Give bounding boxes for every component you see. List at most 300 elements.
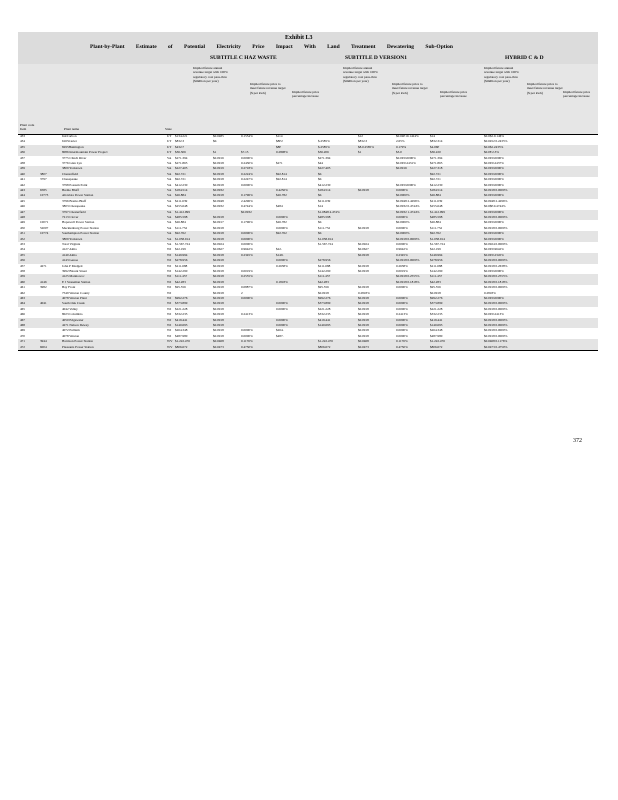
col-state-label: State [165, 127, 172, 131]
row-value-1: $111.752 [175, 225, 188, 230]
row-value-4: $22. [276, 247, 282, 252]
row-state: VA [167, 225, 172, 230]
row-value-8: $111.457 [430, 274, 443, 279]
row-value-3: 0.2224% [241, 171, 253, 176]
row-value-9: $0.0918 0.1818% [484, 279, 508, 284]
row-value-4: $26.782 [276, 220, 287, 225]
row-value-5: $0. [318, 193, 323, 198]
row-value-4: 0.2808% [276, 150, 288, 155]
row-value-2: $0.0948 [213, 198, 224, 203]
row-plant-name: Mecklenburg Power Station [62, 225, 99, 230]
row-value-3: 0.0000% [241, 236, 253, 241]
row-plant-code: 4146 [40, 279, 47, 284]
row-value-7: 0.0000% [396, 296, 408, 300]
row-value-1: $111.457 [175, 274, 188, 279]
row-value-6: $0.0918 [358, 296, 369, 300]
row-value-9: $0.0473 0.4750% [484, 344, 508, 349]
row-item: 441 [20, 177, 25, 182]
row-value-4: $26.782 [276, 193, 287, 198]
row-plant-name: 4127 Alma [62, 247, 77, 252]
row-item: 460 [20, 279, 25, 284]
row-item: 438 [20, 161, 25, 165]
row-value-6: $12 [358, 134, 363, 138]
row-value-9: $0.0918 0.0000% [484, 306, 508, 311]
row-plant-name: Hopewell Power Station [62, 220, 95, 225]
row-value-7: $0.0918 0.0000% [396, 236, 420, 241]
row-value-1: $95.556 [175, 285, 186, 290]
row-value-4: $8P2 [276, 139, 283, 144]
row-value-1: $211.639 [175, 198, 188, 203]
group-subtitle-d: SUBTITLE D VERSION1 [345, 55, 407, 61]
row-plant-name: 4125 Manitowoc [62, 274, 85, 279]
row-value-3: 2.4296% [241, 198, 253, 203]
row-value-6: $0.0918 [358, 323, 369, 327]
row-item: 447 [20, 209, 25, 214]
row-item: 443 [20, 188, 25, 192]
row-value-5: $278.956 [318, 258, 331, 263]
row-plant-name: Chesapeake [62, 177, 78, 182]
row-value-1: $487.980 [175, 333, 188, 338]
row-value-7: 0.1176% [396, 339, 408, 344]
col-plant-name-label: Plant name [64, 127, 80, 131]
row-value-7: $0.0916 [396, 166, 407, 171]
row-value-7: $0.0918 0.0000% [396, 258, 420, 263]
row-value-1: $432.7 [175, 144, 185, 149]
row-value-1: $271.394 [175, 155, 188, 160]
row-value-8: $140.693 [430, 323, 443, 327]
row-value-1: $22.199 [175, 247, 186, 252]
row-value-9: $0.0P.0.9642% [484, 247, 504, 252]
page-title: Plant-by-Plant Estimate of Potential Electricity Price Impact With Land Treatment Dewatering Sub-Option [90, 44, 453, 50]
row-plant-name: 3796 Bremo Bluff [62, 198, 87, 203]
row-value-7: $0.0P.0.0000% [396, 182, 416, 187]
row-value-8: $111.752 [430, 225, 443, 230]
row-value-9: $0.0P.0.0000% [484, 269, 504, 273]
row-value-1: $42.283 [175, 279, 186, 284]
header-col-6: Implied future price percentage increase [440, 90, 468, 99]
row-value-1: $211.688 [175, 263, 188, 268]
row-value-6: $8.0.2585% [358, 144, 374, 149]
row-item: 461 [20, 285, 25, 290]
row-value-1: $134.221 [175, 134, 188, 138]
row-value-5: $419.441 [318, 317, 331, 322]
header-col-9: Implied future price percentage increase [563, 90, 591, 99]
row-value-4: $271 [276, 161, 283, 165]
row-value-3: 0.0000% [241, 333, 253, 338]
row-plant-code: 6004 [40, 344, 47, 349]
row-value-5: $806.672 [318, 344, 331, 349]
row-value-6: $0.0918 [358, 333, 369, 338]
row-plant-code: 10774 [40, 231, 49, 236]
row-value-7: 0.0000% [396, 301, 408, 306]
row-value-1: $412.230 [175, 182, 188, 187]
row-value-9: $0.0P.0.0000% [484, 171, 504, 176]
row-value-2: $0.0918 [213, 263, 224, 268]
row-value-7: $0.0000% [396, 231, 410, 236]
row-item: 442 [20, 182, 25, 187]
row-state: WI [167, 306, 172, 311]
row-value-5: $1.567.724 [318, 242, 333, 246]
row-value-7: 0.0000% [396, 215, 408, 219]
row-value-8: $278.956 [430, 258, 443, 263]
row-value-7: 0.2638% [396, 263, 408, 268]
row-value-9: $0.0918 0.0000% [484, 258, 508, 263]
row-value-1: $992.276 [175, 296, 188, 300]
row-value-8: $1.412.999 [430, 209, 445, 214]
row-value-2: $0.0918 [213, 252, 224, 257]
row-value-1: $419.441 [175, 317, 188, 322]
row-item: 462 [20, 290, 25, 295]
row-value-9: $0.0468 0.1176% [484, 339, 508, 344]
header-col-4: Implied future annual revenue target with 100% regulatory cost pass-thru ($million per year) [343, 66, 378, 83]
row-value-3: 0.2247% [241, 177, 253, 182]
row-value-3: 0.0000% [241, 242, 253, 246]
row-plant-code: 52007 [40, 225, 49, 230]
group-subtitle-c: SUBTITLE C HAZ WASTE [210, 55, 277, 61]
row-value-5: $111.457 [318, 274, 331, 279]
row-value-2: $0.0468 [213, 339, 224, 344]
row-state: VA [167, 193, 172, 198]
row-value-8: $92.762 [430, 231, 441, 236]
row-value-1: $1.412.999 [175, 209, 190, 214]
row-value-2: $0.0918 [213, 236, 224, 241]
row-value-1: $92.721 [175, 171, 186, 176]
row-state: VA [167, 166, 172, 171]
row-value-2: $0.0919 [213, 166, 224, 171]
row-value-6: $0.0918 [358, 317, 369, 322]
row-value-4: $92.814 [276, 177, 287, 182]
row-value-7: 0.4750% [396, 344, 408, 349]
row-value-8: $806.672 [430, 344, 443, 349]
row-state: VA [167, 236, 172, 241]
row-plant-name: 4078 Weston Plant [62, 296, 87, 300]
row-value-4: 0.0000% [276, 215, 288, 219]
row-value-3: 0.1554% [241, 134, 253, 138]
row-value-2: $0.0918 [213, 301, 224, 306]
row-value-2: $0.0924 [213, 242, 224, 246]
exhibit-label: Exhibit L3 [285, 35, 313, 41]
row-value-8: $26.884 [430, 220, 441, 225]
row-state: WV [167, 344, 173, 349]
row-value-6: $1 [358, 150, 362, 155]
row-value-8: $0.0918 [430, 290, 441, 295]
row-value-9: $0.0948 2.4296% [484, 198, 508, 203]
row-value-9: $0.0P.0.0000% [484, 177, 504, 182]
row-plant-name: Chesterfield [62, 171, 79, 176]
row-value-1: $227.405 [175, 166, 188, 171]
row-value-2: $0.0918 [213, 328, 224, 333]
row-value-4: 0.2638% [276, 263, 288, 268]
row-value-7: $0.0932 1.4744% [396, 209, 420, 214]
row-value-8: $95.556 [430, 285, 441, 290]
row-value-7: 0.0019% [396, 269, 408, 273]
row-value-7: 0.0000% [396, 285, 408, 290]
row-value-5: $211.688 [318, 263, 331, 268]
row-value-9: $0.0918 0.0000% [484, 215, 508, 219]
row-item: 436 [20, 150, 25, 155]
row-value-9: $0.0P.0.2437% [484, 161, 504, 165]
row-item: 434 [20, 139, 25, 144]
row-value-1: $1.567.724 [175, 242, 190, 246]
row-value-4: 0.1818% [276, 279, 288, 284]
row-state: WV [167, 339, 173, 344]
page-number: 372 [573, 438, 582, 444]
row-item: 452 [20, 236, 25, 241]
row-value-7: 2.65% [396, 139, 405, 144]
row-value-5: $142.290 [318, 269, 331, 273]
row-value-8: $92.721 [430, 171, 441, 176]
row-value-5: $.2585% [318, 144, 330, 149]
row-value-6: $0.0627 [358, 247, 369, 252]
row-item: 472 [20, 344, 25, 349]
header-col-8: Implied future price to meet future revenue target ($ per kwh) [527, 82, 563, 95]
row-value-9: $0.0P.0.2345% [484, 252, 504, 257]
row-plant-code: 3944 [40, 339, 47, 344]
row-item: 450 [20, 225, 25, 230]
row-plant-name: Altavista Power Station [62, 193, 94, 198]
row-plant-name: IntrCarbon [62, 134, 77, 138]
row-value-2: $0.0918 [213, 306, 224, 311]
row-value-9: $0.0P.0.2413% [484, 312, 504, 317]
row-value-6: $0.0473 [358, 344, 369, 349]
row-value-7: $0.0932 0.4744% [396, 204, 420, 209]
row-value-3: 0.2430% [241, 161, 253, 165]
row-value-5: $373.899 [318, 301, 331, 306]
row-plant-name: John P Madgett [62, 263, 83, 268]
row-value-3: 0.2718% [241, 166, 253, 171]
row-plant-name: 3809 Yorktown [62, 236, 83, 241]
row-value-2: $0.0918 [213, 323, 224, 327]
row-value-8: $419.441 [430, 317, 443, 322]
row-value-7: 0.0000% [396, 242, 408, 246]
row-plant-name: 3992 Blount Street [62, 269, 87, 273]
row-value-5: $140.693 [318, 323, 331, 327]
row-value-7: 0.2413% [396, 312, 408, 317]
row-item: 451 [20, 231, 25, 236]
row-value-8: $1.222.476 [430, 339, 445, 344]
row-value-3: $7.15 [241, 150, 249, 155]
row-value-6: $0.0918 [358, 188, 369, 192]
header-col-2: Implied future price to meet future revenue target ($ per kwh) [250, 82, 286, 95]
row-state: WI [167, 258, 172, 263]
row-value-8: $832.314 [430, 139, 443, 144]
row-value-9: $0.0$2.0.14$% [484, 134, 505, 138]
row-plant-name: 8086 Intermountain Power Project [62, 150, 108, 155]
row-item: 435 [20, 144, 25, 149]
row-value-4: $92.762 [276, 231, 287, 236]
row-item: 459 [20, 274, 25, 279]
row-value-2: $1 [213, 150, 217, 155]
row-value-5: $0. [318, 220, 323, 225]
row-plant-name: 6165Carter [62, 139, 77, 144]
row-value-1: $92.762 [175, 231, 186, 236]
row-value-9: $0.0P.0.0000% [484, 193, 504, 198]
row-state: WI [167, 296, 172, 300]
row-plant-name: 3797 Chesterfield [62, 209, 86, 214]
row-value-1: $149.994 [175, 252, 188, 257]
row-value-8: $485.598 [430, 215, 443, 219]
row-value-2: $0.0918 [213, 279, 224, 284]
row-value-7: 0.0000% [396, 333, 408, 338]
row-value-9: $0.0918 0.0000% [484, 301, 508, 306]
row-item: 440 [20, 171, 25, 176]
row-value-8: $14 [430, 134, 435, 138]
row-value-3: 0.0000% [241, 231, 253, 236]
row-value-4: $149. [276, 252, 284, 257]
row-value-8: $271.394 [430, 155, 443, 160]
row-value-1: $26.884 [175, 193, 186, 198]
row-value-3: 2 [241, 290, 243, 295]
header-col-5: Implied future price to meet future revenue target ($ per kwh) [392, 82, 428, 95]
row-value-6: $0.0918 [358, 301, 369, 306]
row-value-7: $0.0948 2.4296% [396, 198, 420, 203]
row-value-3: 0.0019% [241, 269, 253, 273]
row-value-5: $211.639 [318, 198, 331, 203]
row-value-4: $484 [276, 204, 283, 209]
row-plant-name: 3803 Chesapeake [62, 204, 86, 209]
row-value-2: $0.0918 [213, 177, 224, 182]
row-state: VA [167, 171, 172, 176]
row-plant-code: 3982 [40, 285, 47, 290]
row-value-1: $140.693 [175, 323, 188, 327]
row-value-6: $0.0918 [358, 225, 369, 230]
header-col-3: Implied future price percentage increase [292, 90, 320, 99]
row-state: UT [167, 139, 172, 144]
row-value-2: $0.0918 [213, 193, 224, 198]
row-value-8: $487.980 [430, 333, 443, 338]
row-value-6: $0.0918 [358, 263, 369, 268]
row-value-3: 0.0887% [241, 285, 253, 290]
row-value-8: $1.058.914 [430, 236, 445, 241]
row-value-6: $832.3 [358, 139, 368, 144]
row-plant-code: 4041 [40, 301, 47, 306]
row-state: WI [167, 301, 172, 306]
row-value-5: $1.0848 4.474% [318, 209, 340, 214]
row-state: VA [167, 161, 172, 165]
row-item: 465 [20, 306, 25, 311]
row-plant-name: 8295Huntington [62, 144, 84, 149]
row-value-2: $0.0918 [213, 161, 224, 165]
row-value-4: 0.4256% [276, 188, 288, 192]
row-value-7: $0.0918 0.2555% [396, 274, 420, 279]
row-value-5: $1.058.914 [318, 236, 333, 241]
row-value-9: $0.0P.0.0000% [484, 209, 504, 214]
row-value-2: $0.0916 [213, 155, 224, 160]
row-value-6: $0.0924 [358, 242, 369, 246]
row-value-1: $806.672 [175, 344, 188, 349]
row-value-5: $0. [318, 171, 323, 176]
row-plant-code: 10773 [40, 193, 49, 198]
row-item: 446 [20, 204, 25, 209]
row-state: WI [167, 274, 172, 279]
row-value-5: $14 [318, 204, 323, 209]
row-value-2: $0.0918 [213, 296, 224, 300]
row-item: 463 [20, 296, 25, 300]
row-value-5: $36.206 [318, 150, 329, 155]
row-value-1: $1.222.476 [175, 339, 190, 344]
row-value-5: $485.598 [318, 215, 331, 219]
row-value-5: $0.0918 [318, 290, 329, 295]
row-plant-name: Pleasants Power Station [62, 344, 94, 349]
row-value-1: $221.228 [175, 306, 188, 311]
row-item: 454 [20, 247, 25, 252]
row-state: WI [167, 263, 172, 268]
row-value-6: $0.0918 [358, 269, 369, 273]
row-state: VA [167, 204, 172, 209]
row-state: UT [167, 134, 172, 138]
row-value-6: $0.0918 [358, 312, 369, 317]
row-state: VA [167, 215, 172, 219]
row-item: 464 [20, 301, 25, 306]
row-plant-name: 4078 Weston [62, 333, 80, 338]
row-value-3: 0.4744% [241, 204, 253, 209]
row-value-8: $227.318 [430, 166, 443, 171]
row-value-1: $142.290 [175, 269, 188, 273]
row-value-1: $832.3 [175, 139, 185, 144]
row-state: WI [167, 312, 172, 317]
row-value-5: $95.556 [318, 285, 329, 290]
row-plant-name: South Oak Creek [62, 301, 85, 306]
row-item: 471 [20, 339, 25, 344]
col-plant-code-label: Plant code [20, 123, 35, 127]
row-value-1: $36.306 [175, 150, 186, 155]
row-value-2: $0.0918 [213, 171, 224, 176]
row-plant-name: E J Stoneman Station [62, 279, 91, 284]
row-value-8: $255.648 [430, 204, 443, 209]
row-value-1: $92.721 [175, 177, 186, 182]
row-value-8: $184.514 [430, 188, 443, 192]
row-plant-name: Harrison Power Station [62, 339, 93, 344]
row-value-1: $26.884 [175, 220, 186, 225]
row-state: VA [167, 198, 172, 203]
row-plant-name: Bay Front [62, 285, 76, 290]
bottom-rule [18, 350, 598, 351]
row-value-4: 0.0000% [276, 258, 288, 263]
row-state: WI [167, 333, 172, 338]
row-value-9: $0.0P.0.0000% [484, 231, 504, 236]
row-value-8: $264.348 [430, 328, 443, 333]
row-value-5: $1.222.476 [318, 339, 333, 344]
row-value-3: 0.1176% [241, 339, 253, 344]
row-state: UT [167, 144, 172, 149]
row-plant-code: 3807 [40, 171, 47, 176]
row-state: VA [167, 242, 172, 246]
row-value-3: 0.9642% [241, 247, 253, 252]
row-value-6: $0.0468 [358, 339, 369, 344]
row-value-8: $211.639 [430, 198, 443, 203]
row-value-3: 0.0000% [241, 328, 253, 333]
row-value-9: $0.0918 0.0000% [484, 225, 508, 230]
row-value-3: 0.1796% [241, 193, 253, 198]
row-value-7: $0.0918 0.1818% [396, 279, 420, 284]
row-plant-name: 7213 Clover [62, 215, 79, 219]
row-state: VA [167, 155, 172, 160]
row-value-2: $0.0917 [213, 220, 224, 225]
row-item: 467 [20, 317, 25, 322]
row-state: UT [167, 150, 172, 155]
row-value-9: $0.0P.0.0000% [484, 182, 504, 187]
row-item: 468 [20, 323, 25, 327]
row-value-6: $0.0918 [358, 306, 369, 311]
row-value-1: $332.235 [175, 312, 188, 317]
row-value-1: $1.058.914 [175, 236, 190, 241]
row-state: WI [167, 317, 172, 322]
col-item-label: Item [20, 127, 27, 131]
row-value-2: $0.0918 [213, 182, 224, 187]
row-value-5: $.2585% [318, 139, 330, 144]
row-value-5: $42.283 [318, 279, 329, 284]
row-value-9: $0.0P.0.0000% [484, 155, 504, 160]
